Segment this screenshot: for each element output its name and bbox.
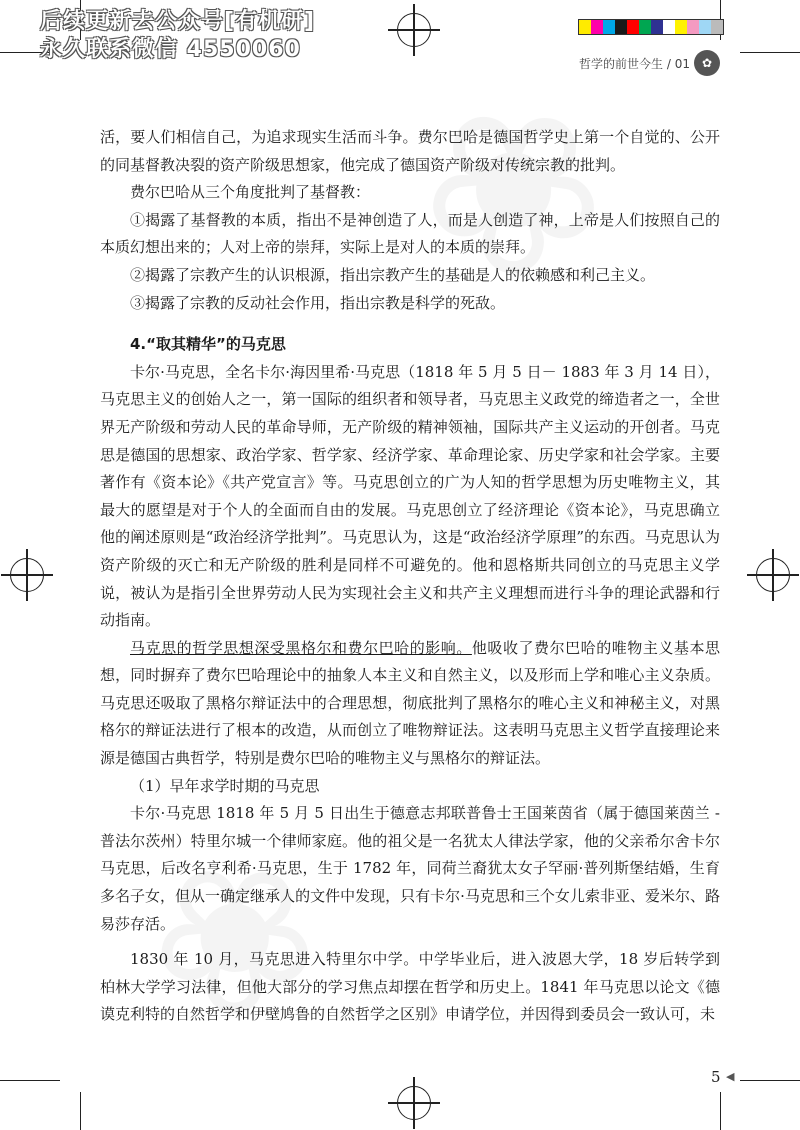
watermark-line-1: 后续更新去公众号[有机研]: [40, 9, 316, 34]
paragraph-text: 他吸收了费尔巴哈的唯物主义基本思想，同时摒弃了费尔巴哈理论中的抽象人本主义和自然主义，以及形而上学和唯心主义杂质。马克思还吸取了黑格尔辩证法中的合理思想，彻底批判了黑格尔的唯心主义和神秘主义，对黑格尔的辩证法进行了根本的改造，从而创立了唯物辩证法。这表明马克思主义哲学直接理论来源是德国古典哲学，特别是费尔巴哈的唯物主义与黑格尔的辩证法。: [100, 638, 720, 768]
crop-mark: [80, 1092, 81, 1130]
paragraph: 费尔巴哈从三个角度批判了基督教：: [130, 183, 371, 202]
crop-mark: [0, 1080, 60, 1081]
registration-mark-right-middle: [756, 558, 790, 592]
color-swatch: [699, 20, 711, 34]
color-swatch: [627, 20, 639, 34]
page-number: 5: [711, 1068, 721, 1086]
subsection-heading: （1）早年求学时期的马克思: [130, 776, 320, 795]
color-swatch: [639, 20, 651, 34]
paragraph: [100, 635, 720, 773]
crop-mark: [720, 1092, 721, 1130]
color-swatch: [711, 20, 723, 34]
color-calibration-bar: [578, 19, 724, 35]
overlay-watermark: [40, 8, 315, 64]
watermark-line-2: 永久联系微信 4550060: [40, 37, 301, 62]
color-swatch: [687, 20, 699, 34]
paragraph: 卡尔·马克思 1818 年 5 月 5 日出生于德意志邦联普鲁士王国莱茵省（属于德国莱茵兰 - 普法尔茨州）特里尔城一个律师家庭。他的祖父是一名犹太人律法学家，他的父亲希尔舍卡尔马克思，后改名亨利希·马克思，生于 1782 年，同荷兰裔犹太女子罕丽·普列斯堡结婚，生育多名子女，但从一确定继承人的文件中发现，只有卡尔·马克思和三个女儿索非亚、爱米尔、路易莎存活。: [100, 804, 720, 933]
paragraph: 活，要人们相信自己，为追求现实生活而斗争。费尔巴哈是德国哲学史上第一个自觉的、公开的同基督教决裂的资产阶级思想家，他完成了德国资产阶级对传统宗教的批判。: [100, 128, 720, 174]
color-swatch: [603, 20, 615, 34]
color-swatch: [651, 20, 663, 34]
page-marker-icon: ◀: [726, 1070, 735, 1083]
color-swatch: [615, 20, 627, 34]
book-logo-icon: ✿: [694, 50, 720, 76]
section-heading: 4.“取其精华”的马克思: [130, 335, 286, 354]
paragraph: 1830 年 10 月，马克思进入特里尔中学。中学毕业后，进入波恩大学，18 岁后转学到柏林大学学习法律，但他大部分的学习焦点却摆在哲学和历史上。1841 年马克思以论文《德谟克利特的自然哲学和伊壁鸠鲁的自然哲学之区别》申请学位，并因得到委员会一致认可，未: [100, 950, 720, 1024]
registration-mark-left-middle: [10, 558, 44, 592]
paragraph: 卡尔·马克思，全名卡尔·海因里希·马克思（1818 年 5 月 5 日－ 1883 年 3 月 14 日），马克思主义的创始人之一，第一国际的组织者和领导者，马克思主义政党的缔造者之一，全世界无产阶级和劳动人民的革命导师，无产阶级的精神领袖，国际共产主义运动的开创者。马克思是德国的思想家、政治学家、哲学家、经济学家、革命理论家、历史学家和社会学家。主要著作有《资本论》《共产党宣言》等。马克思创立的广为人知的哲学思想为历史唯物主义，其最大的愿望是对于个人的全面而自由的发展。马克思创立了经济理论《资本论》，马克思确立他的阐述原则是“政治经济学批判”。马克思认为，这是“政治经济学原理”的东西。马克思认为资产阶级的灭亡和无产阶级的胜利是同样不可避免的。他和恩格斯共同创立的马克思主义学说，被认为是指引全世界劳动人民为实现社会主义和共产主义理想而进行斗争的理论武器和行动指南。: [100, 362, 720, 630]
color-swatch: [579, 20, 591, 34]
page-body: [100, 124, 720, 1029]
registration-mark-bottom-center: [397, 1086, 431, 1120]
color-swatch: [675, 20, 687, 34]
list-item: ③揭露了宗教的反动社会作用，指出宗教是科学的死敌。: [130, 293, 506, 312]
registration-mark-top-center: [397, 13, 431, 47]
crop-mark: [740, 52, 800, 53]
list-item: ②揭露了宗教产生的认识根源，指出宗教产生的基础是人的依赖感和利己主义。: [130, 265, 656, 284]
color-swatch: [591, 20, 603, 34]
color-swatch: [663, 20, 675, 34]
crop-mark: [740, 1080, 800, 1081]
underlined-sentence: 马克思的哲学思想深受黑格尔和费尔巴哈的影响。: [130, 638, 472, 657]
running-head: 哲学的前世今生 / 01: [579, 57, 690, 71]
list-item: ①揭露了基督教的本质，指出不是神创造了人，而是人创造了神，上帝是人们按照自己的本质幻想出来的；人对上帝的崇拜，实际上是对人的本质的崇拜。: [100, 210, 720, 257]
